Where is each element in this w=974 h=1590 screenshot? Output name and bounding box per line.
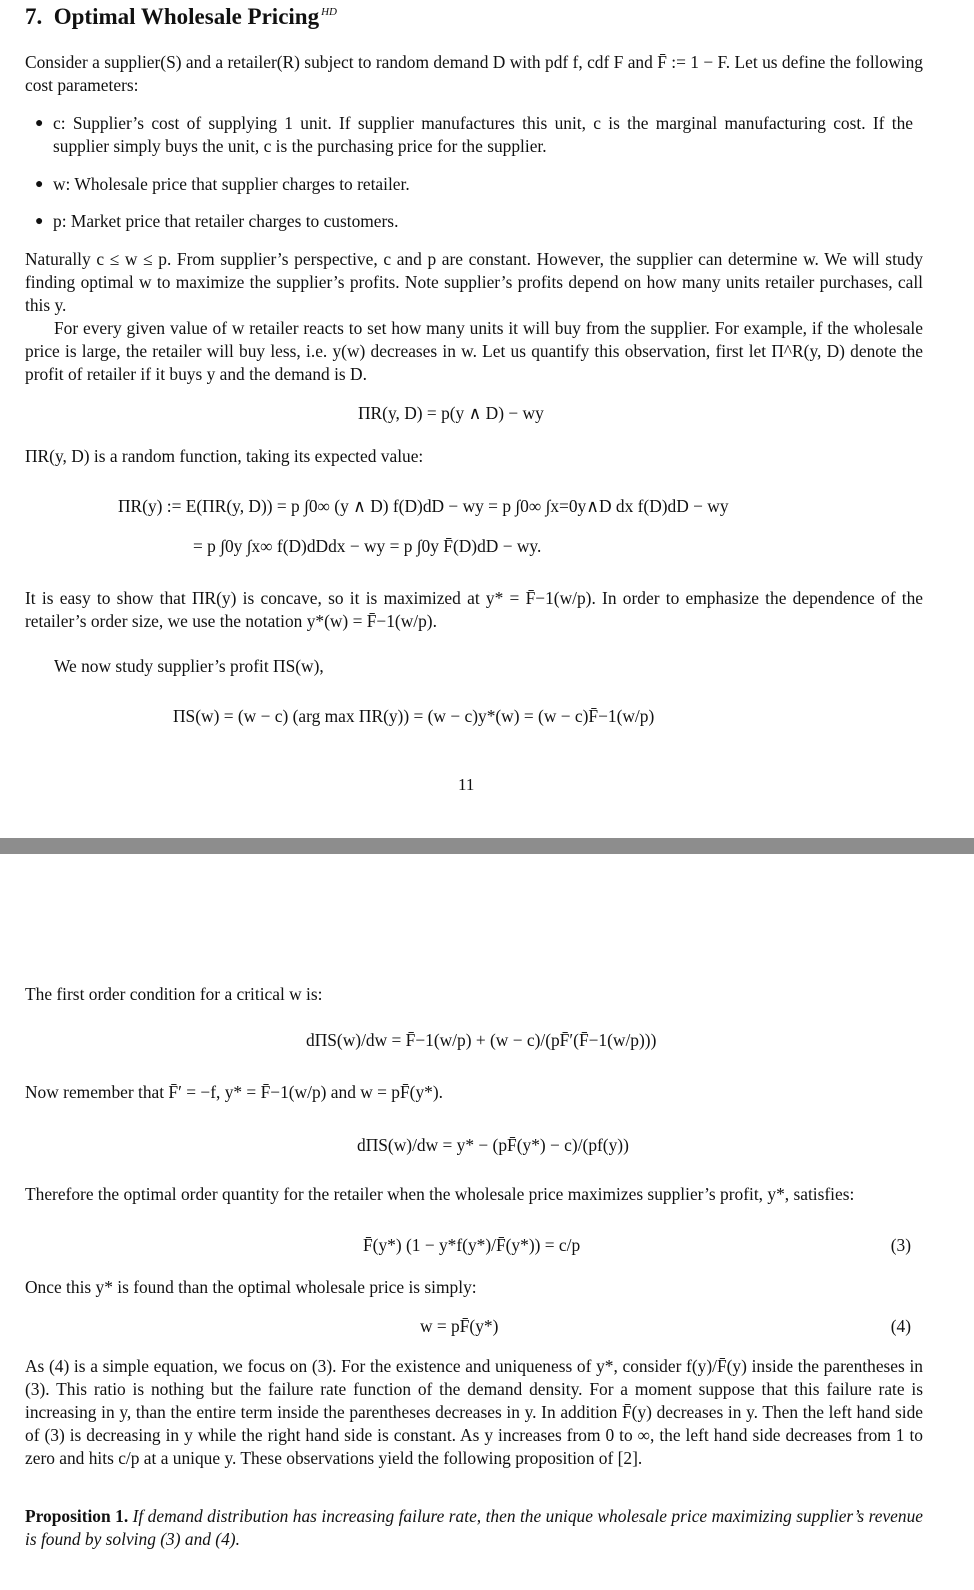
paragraph [54, 655, 914, 678]
list-item [35, 112, 913, 158]
section-heading [25, 4, 337, 30]
equation-first-order-condition: dΠS(w)/dw = F̄−1(w/p) + (w − c)/(pF̄′(F̄−1(w/p))) [306, 1030, 657, 1050]
equation-4: w = pF̄(y*) [420, 1316, 499, 1336]
paragraph [25, 1081, 923, 1104]
list-item-text: c: Supplier’s cost of supplying 1 unit. If supplier manufactures this unit, c is the marginal manufacturing cost. If the supplier simply buys the unit, c is the purchasing price for the supplier. [53, 113, 913, 156]
paragraph [25, 983, 923, 1006]
paragraph-text: As (4) is a simple equation, we focus on (3). For the existence and uniqueness of y*, consider f(y)/F̄(y) inside the parentheses in (3). This ratio is nothing but the failure rate function of the demand density. For a moment suppose that this failure rate is increasing in y, than the entire term inside the parentheses decreases in y. In addition F̄(y) decreases in y. Then the left hand side of (3) is decreasing in y while the right hand side is constant. As y increases from 0 to ∞, the left hand side decreases from 1 to zero and hits c/p at a unique y. These observations yield the following proposition of [2]. [25, 1356, 923, 1468]
paragraph-text: Naturally c ≤ w ≤ p. From supplier’s perspective, c and p are constant. However, the supplier can determine w. We will study finding optimal w to maximize the supplier’s profits. Note supplier’s profits depend on how many units retailer purchases, call this y. [25, 249, 923, 315]
paragraph [25, 587, 923, 633]
equation-retailer-profit: ΠR(y, D) = p(y ∧ D) − wy [358, 403, 544, 423]
list-item [35, 210, 913, 233]
page-number: 11 [458, 775, 475, 794]
proposition [25, 1505, 923, 1551]
paragraph [25, 1355, 923, 1470]
equation-expected-profit-line1: ΠR(y) := E(ΠR(y, D)) = p ∫0∞ (y ∧ D) f(D)dD − wy = p ∫0∞ ∫x=0y∧D dx f(D)dD − wy [118, 496, 729, 516]
list-item-text: p: Market price that retailer charges to customers. [53, 211, 399, 231]
paragraph-text: It is easy to show that ΠR(y) is concave, so it is maximized at y* = F̄−1(w/p). In order to emphasize the dependence of the retailer’s order size, we use the notation y*(w) = F̄−1(w/p). [25, 588, 923, 631]
paragraph-text: ΠR(y, D) is a random function, taking its expected value: [25, 446, 424, 466]
paragraph [25, 248, 923, 386]
proposition-text: If demand distribution has increasing failure rate, then the unique wholesale price maximizing supplier’s revenue is found by solving (3) and (4). [25, 1506, 923, 1549]
equation-3-label: (3) [890, 1235, 911, 1255]
equation-3: F̄(y*) (1 − y*f(y*)/F̄(y*)) = c/p [363, 1235, 581, 1255]
intro-paragraph [25, 51, 923, 97]
paragraph [25, 445, 923, 468]
paragraph-text: Now remember that F̄′ = −f, y* = F̄−1(w/p) and w = pF̄(y*). [25, 1082, 443, 1102]
equation-first-order-condition-simplified: dΠS(w)/dw = y* − (pF̄(y*) − c)/(pf(y)) [357, 1135, 629, 1155]
page-separator [0, 838, 974, 854]
paragraph-text: For every given value of w retailer reacts to set how many units it will buy from the supplier. For example, if the wholesale price is large, the retailer will buy less, i.e. y(w) decreases in w. Let us quantify this observation, first let Π^R(y, D) denote the profit of retailer if it buys y and the demand is D. [25, 318, 923, 384]
paragraph-text: We now study supplier’s profit ΠS(w), [54, 656, 324, 676]
bullet-icon: ● [35, 116, 44, 131]
bullet-icon: ● [35, 177, 44, 192]
paragraph-text: Once this y* is found than the optimal wholesale price is simply: [25, 1277, 477, 1297]
section-number: 7. [25, 4, 43, 29]
paragraph-text: Therefore the optimal order quantity for the retailer when the wholesale price maximizes supplier’s profit, y*, satisfies: [25, 1184, 855, 1204]
equation-4-label: (4) [890, 1316, 911, 1336]
equation-expected-profit-line2: = p ∫0y ∫x∞ f(D)dDdx − wy = p ∫0y F̄(D)dD − wy. [193, 536, 542, 556]
paragraph [25, 1276, 923, 1299]
list-item-text: w: Wholesale price that supplier charges to retailer. [53, 174, 410, 194]
equation-supplier-profit: ΠS(w) = (w − c) (arg max ΠR(y)) = (w − c)y*(w) = (w − c)F̄−1(w/p) [173, 706, 655, 726]
bullet-icon: ● [35, 214, 44, 229]
paragraph [25, 1183, 923, 1206]
list-item [35, 173, 913, 196]
section-marker: HD [321, 6, 337, 18]
proposition-label: Proposition 1. [25, 1506, 129, 1526]
intro-text: Consider a supplier(S) and a retailer(R) subject to random demand D with pdf f, cdf F and F̄ := 1 − F. Let us define the following cost parameters: [25, 52, 923, 95]
section-title: Optimal Wholesale Pricing [53, 4, 320, 29]
paragraph-text: The first order condition for a critical w is: [25, 984, 323, 1004]
